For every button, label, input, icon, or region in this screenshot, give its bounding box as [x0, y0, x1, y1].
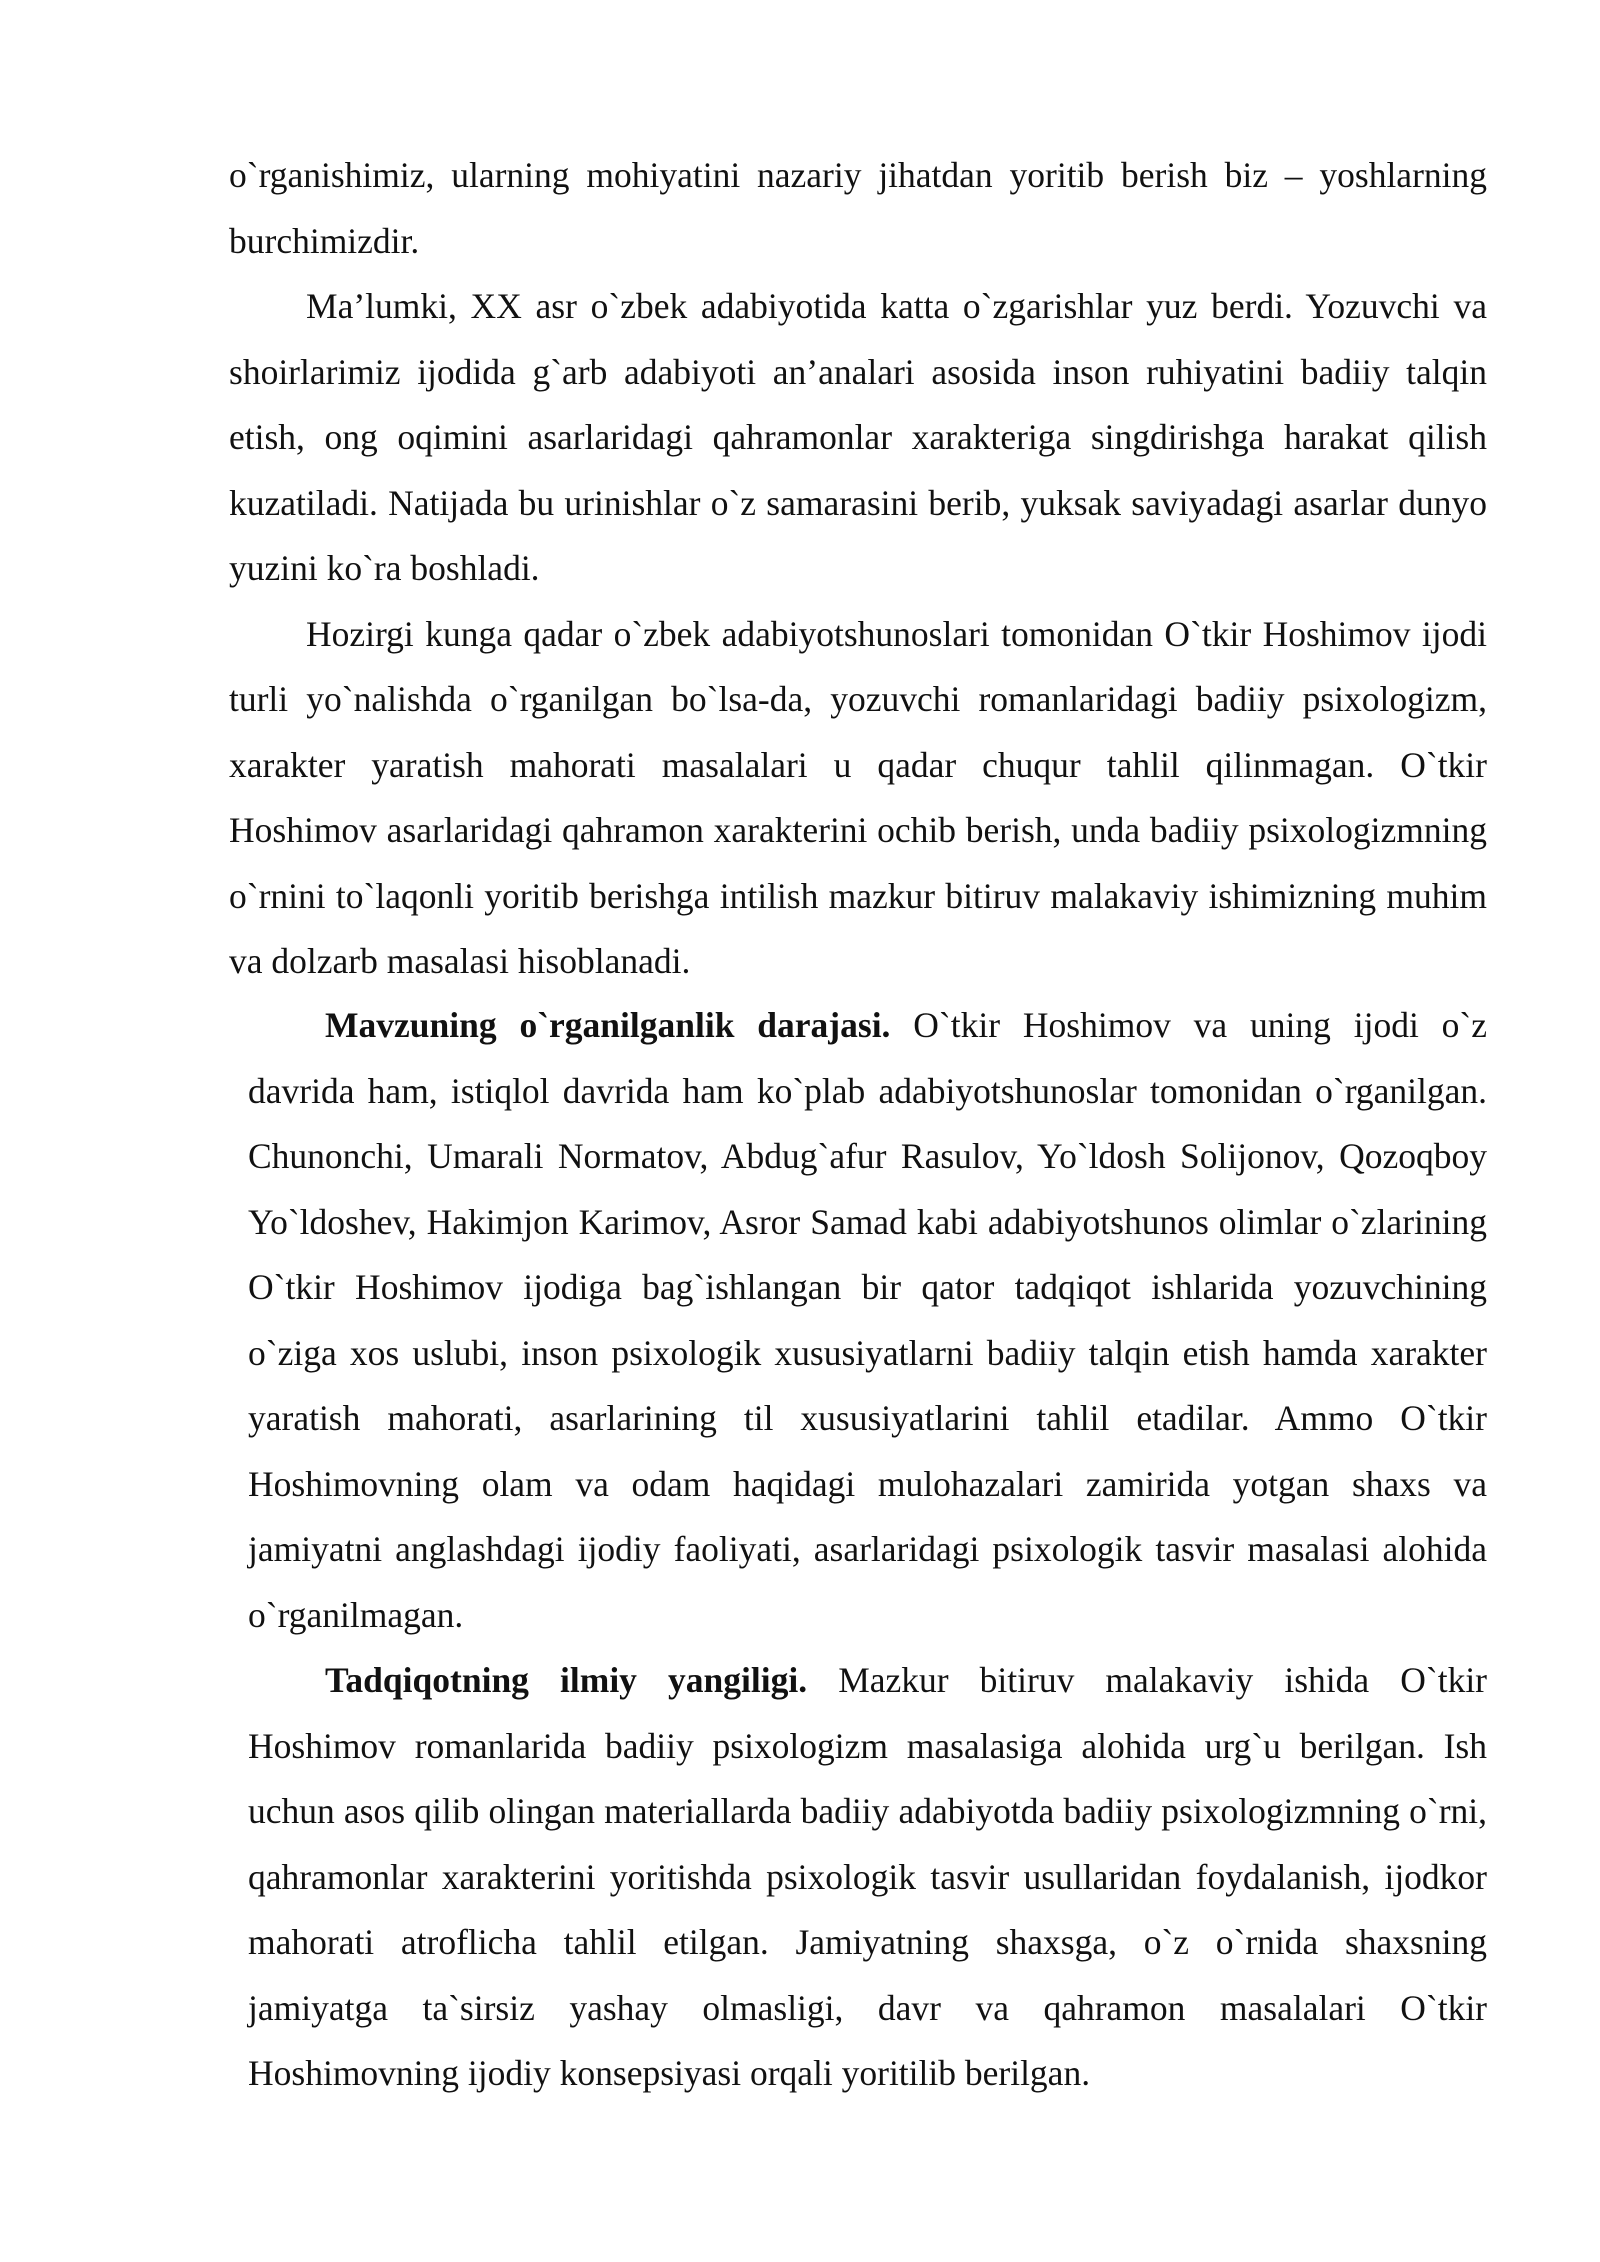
- body-text-section-research: [248, 993, 1487, 2107]
- paragraph-relevance: Hozirgi kunga qadar o`zbek adabiyotshunoslari tomonidan O`tkir Hoshimov ijodi turli yo`nalishda o`rganilgan bo`lsa-da, yozuvchi romanlaridagi badiiy psixologizm, xarakter yaratish mahorati masalalari u qadar chuqur tahlil qilinmagan. O`tkir Hoshimov asarlaridagi qahramon xarakterini ochib berish, unda badiiy psixologizmning o`rnini to`laqonli yoritib berishga intilish mazkur bitiruv malakaviy ishimizning muhim va dolzarb masalasi hisoblanadi.: [229, 613, 1487, 981]
- paragraph-degree-of-study: [248, 993, 1487, 1648]
- paragraph-heading-scientific-novelty: Tadqiqotning ilmiy yangiligi.: [325, 1660, 808, 1700]
- paragraph-continuation: o`rganishimiz, ularning mohiyatini nazariy jihatdan yoritib berish biz – yoshlarning burchimizdir.: [229, 155, 1487, 261]
- paragraph-heading-degree-of-study: Mavzuning o`rganilganlik darajasi.: [325, 1005, 891, 1045]
- paragraph-body-scientific-novelty: Mazkur bitiruv malakaviy ishida O`tkir Hoshimov romanlarida badiiy psixologizm masalasiga alohida urg`u berilgan. Ish uchun asos qilib olingan materiallarda badiiy adabiyotda badiiy psixologizmning o`rni, qahramonlar xarakterini yoritishda psixologik tasvir usullaridan foydalanish, ijodkor mahorati atroflicha tahlil etilgan. Jamiyatning shaxsga, o`z o`rnida shaxsning jamiyatga ta`sirsiz yashay olmasligi, davr va qahramon masalalari O`tkir Hoshimovning ijodiy konsepsiyasi orqali yoritilib berilgan.: [248, 1660, 1488, 2093]
- body-text-section-intro: [229, 143, 1487, 995]
- paragraph-literature-context: Ma’lumki, XX asr o`zbek adabiyotida katta o`zgarishlar yuz berdi. Yozuvchi va shoirlarimiz ijodida g`arb adabiyoti an’analari asosida inson ruhiyatini badiiy talqin etish, ong oqimini asarlaridagi qahramonlar xarakteriga singdirishga harakat qilish kuzatiladi. Natijada bu urinishlar o`z samarasini berib, yuksak saviyadagi asarlar dunyo yuzini ko`ra boshladi.: [229, 286, 1487, 588]
- paragraph-body-degree-of-study: O`tkir Hoshimov va uning ijodi o`z davrida ham, istiqlol davrida ham ko`plab adabiyotshunoslar tomonidan o`rganilgan. Chunonchi, Umarali Normatov, Abdug`afur Rasulov, Yo`ldosh Solijonov, Qozoqboy Yo`ldoshev, Hakimjon Karimov, Asror Samad kabi adabiyotshunos olimlar o`zlarining O`tkir Hoshimov ijodiga bag`ishlangan bir qator tadqiqot ishlarida yozuvchining o`ziga xos uslubi, inson psixologik xususiyatlarni badiiy talqin etish hamda xarakter yaratish mahorati, asarlarining til xususiyatlarini tahlil etadilar. Ammo O`tkir Hoshimovning olam va odam haqidagi mulohazalari zamirida yotgan shaxs va jamiyatni anglashdagi ijodiy faoliyati, asarlaridagi psixologik tasvir masalasi alohida o`rganilmagan.: [248, 1005, 1487, 1635]
- paragraph-scientific-novelty: [248, 1648, 1487, 2107]
